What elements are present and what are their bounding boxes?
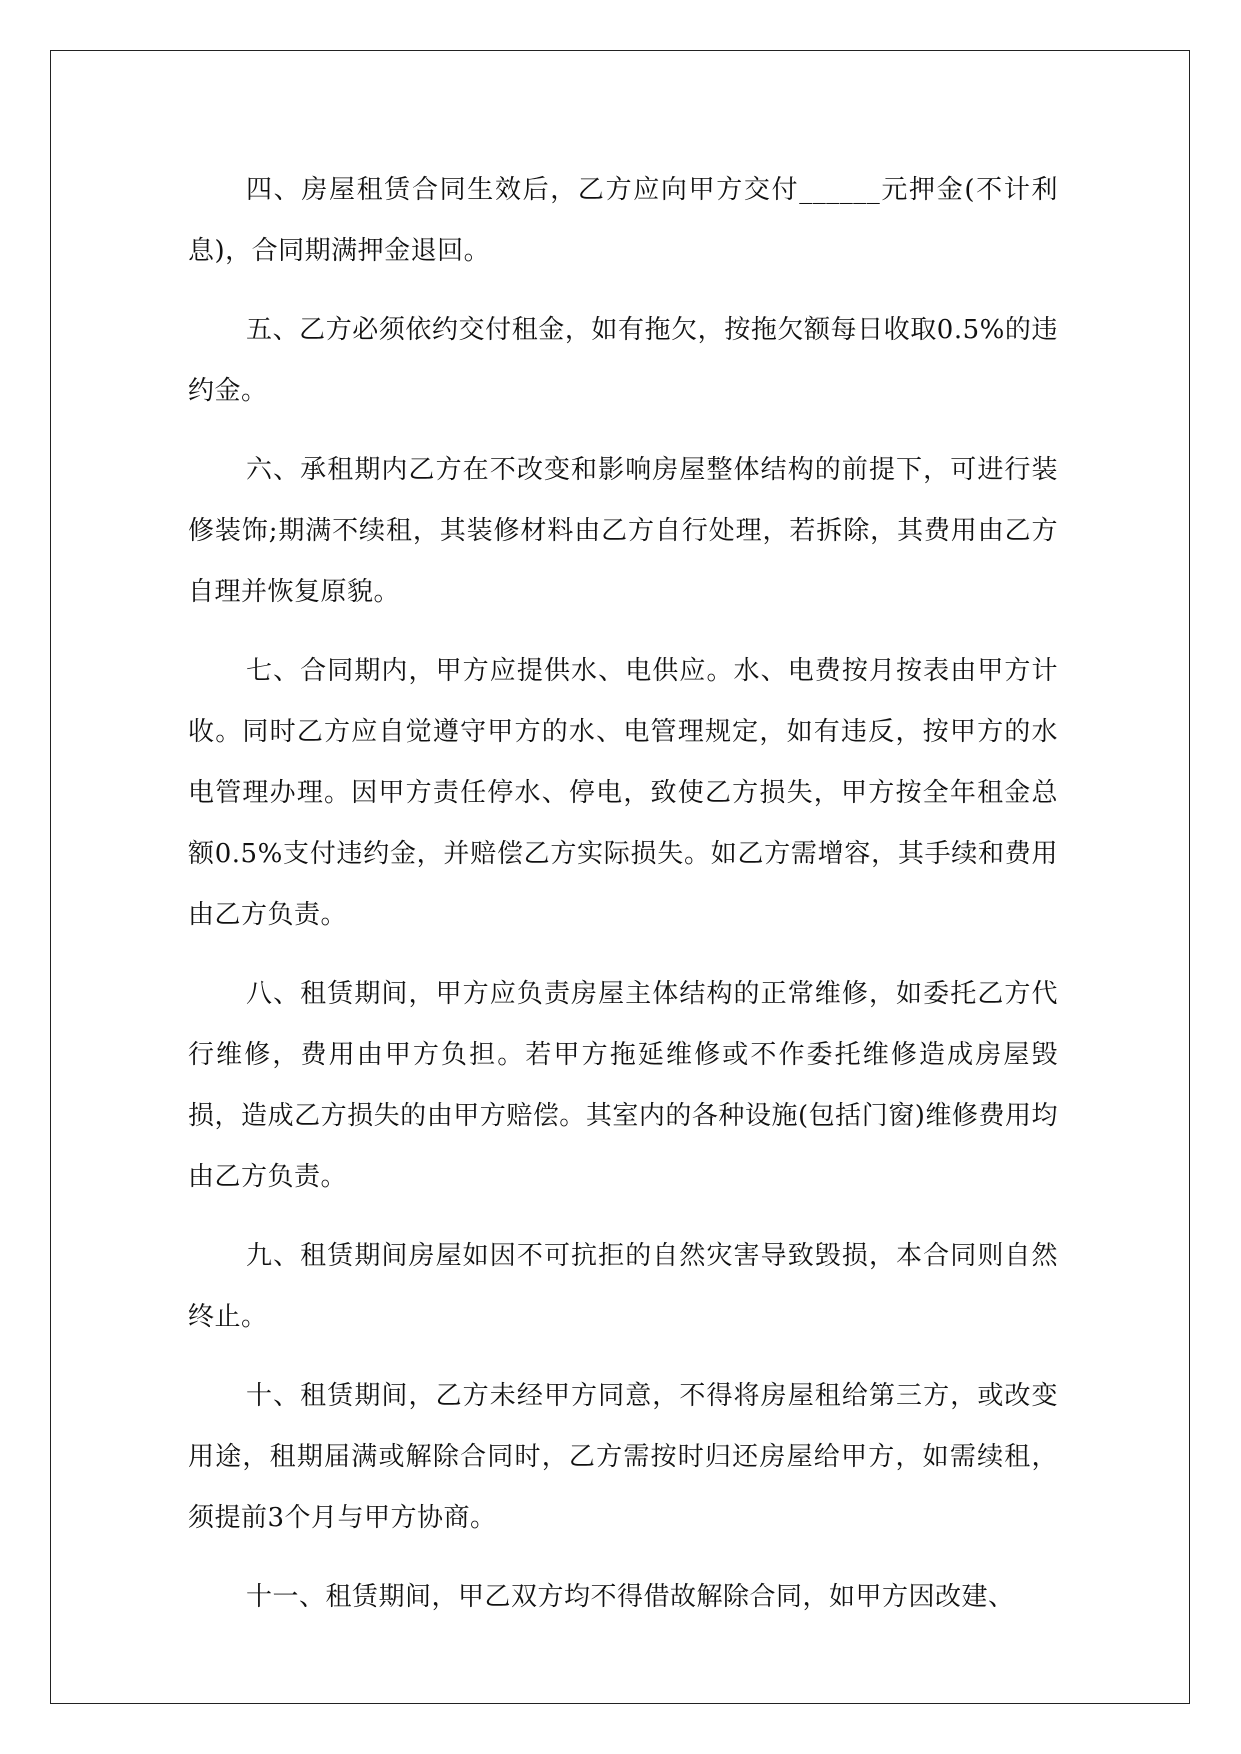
clause-7: 七、合同期内，甲方应提供水、电供应。水、电费按月按表由甲方计收。同时乙方应自觉遵守甲方的水、电管理规定，如有违反，按甲方的水电管理办理。因甲方责任停水、停电，致使乙方损失，甲方按全年租金总额0.5%支付违约金，并赔偿乙方实际损失。如乙方需增容，其手续和费用由乙方负责。 <box>188 656 1058 930</box>
contract-body <box>188 160 1058 1646</box>
clause-6: 六、承租期内乙方在不改变和影响房屋整体结构的前提下，可进行装修装饰;期满不续租，其装修材料由乙方自行处理，若拆除，其费用由乙方自理并恢复原貌。 <box>188 455 1058 607</box>
clause-5: 五、乙方必须依约交付租金，如有拖欠，按拖欠额每日收取0.5%的违约金。 <box>188 315 1058 406</box>
clause-11: 十一、租赁期间，甲乙双方均不得借故解除合同，如甲方因改建、 <box>246 1582 1015 1612</box>
clause-10: 十、租赁期间，乙方未经甲方同意，不得将房屋租给第三方，或改变用途，租期届满或解除合同时，乙方需按时归还房屋给甲方，如需续租，须提前3个月与甲方协商。 <box>188 1381 1058 1533</box>
clause-9: 九、租赁期间房屋如因不可抗拒的自然灾害导致毁损，本合同则自然终止。 <box>188 1241 1058 1332</box>
clause-4: 四、房屋租赁合同生效后，乙方应向甲方交付______元押金(不计利息)，合同期满押金退回。 <box>188 175 1058 266</box>
clause-8: 八、租赁期间，甲方应负责房屋主体结构的正常维修，如委托乙方代行维修，费用由甲方负担。若甲方拖延维修或不作委托维修造成房屋毁损，造成乙方损失的由甲方赔偿。其室内的各种设施(包括门窗)维修费用均由乙方负责。 <box>188 979 1058 1192</box>
